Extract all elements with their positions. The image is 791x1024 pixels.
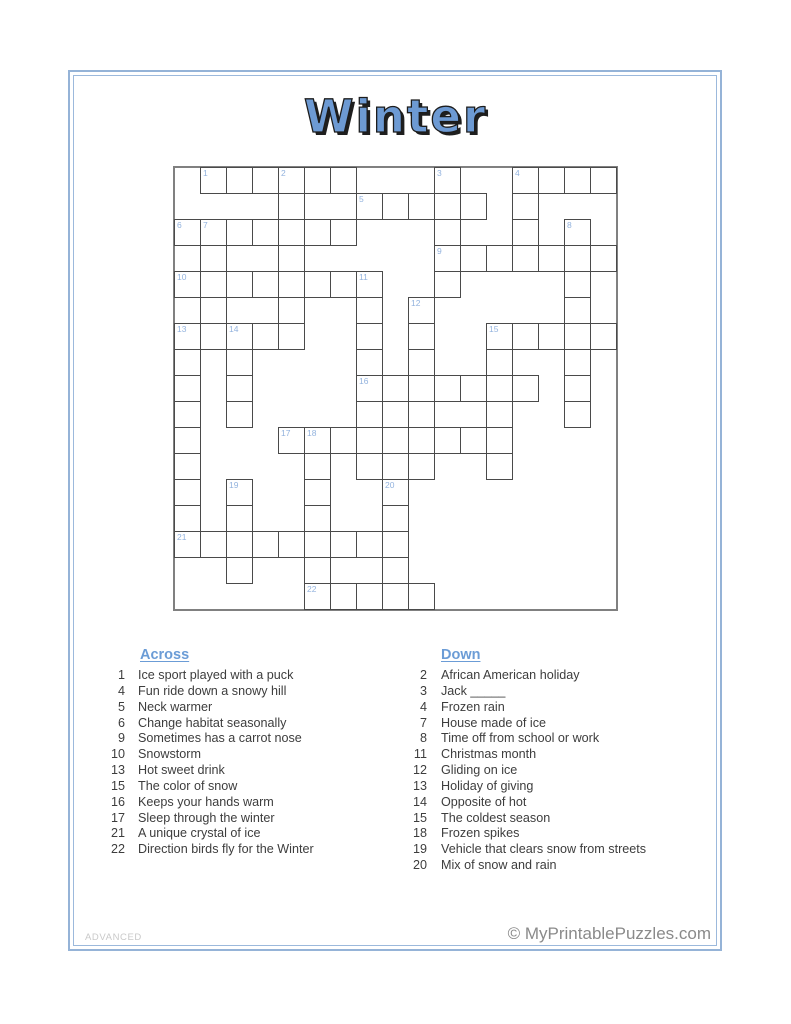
grid-cell[interactable]: [174, 453, 201, 480]
clue-row: [397, 731, 717, 747]
grid-cell[interactable]: [590, 167, 617, 194]
clue-number: 6: [117, 715, 125, 730]
grid-cell[interactable]: [564, 349, 591, 376]
clue-text: Time off from school or work: [441, 731, 600, 746]
cell-number: 3: [437, 168, 442, 178]
grid-cell[interactable]: [200, 271, 227, 298]
clue-text: A unique crystal of ice: [138, 826, 261, 841]
clue-number: 13: [412, 778, 427, 793]
grid-cell[interactable]: [174, 505, 201, 532]
grid-cell[interactable]: [590, 245, 617, 272]
grid-cell[interactable]: [512, 219, 539, 246]
grid-cell[interactable]: [330, 167, 357, 194]
clue-row: [397, 779, 717, 795]
grid-cell[interactable]: [564, 375, 591, 402]
cell-number: 6: [177, 220, 182, 230]
clue-number: 17: [110, 810, 125, 825]
grid-cell[interactable]: [356, 271, 383, 298]
clue-number: 15: [110, 778, 125, 793]
clue-text: Holiday of giving: [441, 778, 534, 793]
grid-cell[interactable]: [486, 453, 513, 480]
clue-text: Opposite of hot: [441, 794, 527, 809]
clue-row: [397, 668, 717, 684]
grid-cell[interactable]: [356, 375, 383, 402]
clue-row: [95, 668, 390, 684]
grid-cell[interactable]: [330, 427, 357, 454]
grid-cell[interactable]: [174, 479, 201, 506]
grid-cell[interactable]: [304, 505, 331, 532]
clue-text: Hot sweet drink: [138, 763, 225, 778]
grid-cell[interactable]: [564, 219, 591, 246]
clue-row: [397, 858, 717, 874]
cell-number: 13: [177, 324, 187, 334]
grid-cell[interactable]: [304, 453, 331, 480]
grid-cell[interactable]: [174, 349, 201, 376]
puzzle-title: Winter: [303, 90, 488, 143]
grid-cell[interactable]: [226, 323, 253, 350]
grid-cell[interactable]: [330, 219, 357, 246]
grid-cell[interactable]: [382, 583, 409, 610]
across-clue-list: [95, 668, 390, 858]
clue-number: 13: [110, 763, 125, 778]
clue-number: 18: [412, 826, 427, 841]
clue-row: [397, 747, 717, 763]
across-clues-section: [95, 647, 390, 858]
grid-cell[interactable]: [486, 375, 513, 402]
cell-number: 7: [203, 220, 208, 230]
grid-cell[interactable]: [174, 323, 201, 350]
clue-text: Christmas month: [441, 747, 537, 762]
grid-cell[interactable]: [226, 167, 253, 194]
clue-text: Jack _____: [441, 683, 506, 698]
grid-cell[interactable]: [200, 167, 227, 194]
grid-cell[interactable]: [304, 531, 331, 558]
clue-row: [397, 826, 717, 842]
grid-cell[interactable]: [434, 167, 461, 194]
grid-cell[interactable]: [304, 557, 331, 584]
clue-row: [95, 779, 390, 795]
grid-cell[interactable]: [434, 427, 461, 454]
clue-text: Vehicle that clears snow from streets: [441, 842, 647, 857]
grid-cell[interactable]: [356, 531, 383, 558]
clue-row: [95, 731, 390, 747]
grid-cell[interactable]: [460, 427, 487, 454]
grid-cell[interactable]: [486, 427, 513, 454]
grid-cell[interactable]: [330, 271, 357, 298]
grid-cell[interactable]: [356, 427, 383, 454]
grid-cell[interactable]: [564, 271, 591, 298]
clue-number: 2: [419, 668, 427, 682]
clue-number: 7: [419, 715, 427, 730]
grid-cell[interactable]: [278, 531, 305, 558]
clue-row: [397, 842, 717, 858]
grid-cell[interactable]: [382, 193, 409, 220]
grid-cell[interactable]: [226, 505, 253, 532]
down-header: Down: [441, 647, 481, 663]
grid-cell[interactable]: [382, 479, 409, 506]
grid-cell[interactable]: [356, 349, 383, 376]
clue-row: [95, 716, 390, 732]
grid-cell[interactable]: [174, 375, 201, 402]
down-clue-list: [397, 668, 717, 874]
grid-cell[interactable]: [278, 219, 305, 246]
grid-cell[interactable]: [174, 401, 201, 428]
clue-number: 4: [419, 699, 427, 714]
grid-cell[interactable]: [356, 583, 383, 610]
grid-cell[interactable]: [174, 219, 201, 246]
clue-number: 5: [117, 699, 125, 714]
grid-cell[interactable]: [434, 245, 461, 272]
clue-text: Neck warmer: [138, 699, 213, 714]
clue-row: [95, 795, 390, 811]
clue-row: [95, 763, 390, 779]
grid-cell[interactable]: [408, 323, 435, 350]
grid-cell[interactable]: [408, 401, 435, 428]
grid-cell[interactable]: [304, 167, 331, 194]
clue-number: 21: [110, 826, 125, 841]
cell-number: 22: [307, 584, 317, 594]
grid-cell[interactable]: [226, 219, 253, 246]
clue-number: 1: [117, 668, 125, 682]
clue-number: 19: [412, 842, 427, 857]
clue-row: [95, 684, 390, 700]
grid-cell[interactable]: [304, 427, 331, 454]
clue-row: [95, 811, 390, 827]
clue-text: House made of ice: [441, 715, 547, 730]
grid-cell[interactable]: [278, 323, 305, 350]
grid-cell[interactable]: [382, 375, 409, 402]
grid-cell[interactable]: [174, 531, 201, 558]
cell-number: 1: [203, 168, 208, 178]
clue-text: Direction birds fly for the Winter: [138, 842, 314, 857]
clue-text: The coldest season: [441, 810, 551, 825]
clue-text: Frozen spikes: [441, 826, 520, 841]
grid-cell[interactable]: [278, 297, 305, 324]
clue-number: 3: [419, 683, 427, 698]
clue-text: Sleep through the winter: [138, 810, 275, 825]
cell-number: 16: [359, 376, 369, 386]
clue-row: [95, 842, 390, 858]
clue-row: [397, 795, 717, 811]
clue-text: Change habitat seasonally: [138, 715, 287, 730]
clue-row: [397, 763, 717, 779]
clue-row: [397, 716, 717, 732]
grid-cell[interactable]: [252, 323, 279, 350]
grid-cell[interactable]: [408, 583, 435, 610]
cell-number: 21: [177, 532, 187, 542]
clue-number: 16: [110, 794, 125, 809]
grid-cell[interactable]: [408, 453, 435, 480]
grid-cell[interactable]: [434, 271, 461, 298]
cell-number: 11: [359, 272, 368, 282]
grid-cell[interactable]: [434, 375, 461, 402]
clue-row: [95, 700, 390, 716]
grid-cell[interactable]: [252, 219, 279, 246]
clue-text: Frozen rain: [441, 699, 505, 714]
clue-row: [397, 700, 717, 716]
clue-number: 11: [413, 747, 427, 762]
grid-cell[interactable]: [434, 193, 461, 220]
clue-row: [397, 811, 717, 827]
clue-number: 10: [110, 747, 125, 762]
clue-text: Gliding on ice: [441, 763, 518, 778]
grid-cell[interactable]: [356, 401, 383, 428]
clue-text: The color of snow: [138, 778, 238, 793]
grid-cell[interactable]: [304, 271, 331, 298]
grid-cell[interactable]: [226, 375, 253, 402]
grid-cell[interactable]: [226, 557, 253, 584]
grid-cell[interactable]: [278, 193, 305, 220]
cell-number: 15: [489, 324, 499, 334]
cell-number: 14: [229, 324, 239, 334]
grid-cell[interactable]: [408, 193, 435, 220]
grid-cell[interactable]: [200, 323, 227, 350]
grid-cell[interactable]: [564, 401, 591, 428]
grid-cell[interactable]: [382, 505, 409, 532]
grid-cell[interactable]: [486, 245, 513, 272]
grid-cell[interactable]: [278, 427, 305, 454]
clue-number: 22: [110, 842, 125, 857]
grid-cell[interactable]: [460, 245, 487, 272]
grid-cell[interactable]: [486, 349, 513, 376]
cell-number: 17: [281, 428, 291, 438]
clue-text: African American holiday: [441, 668, 580, 682]
grid-cell[interactable]: [356, 193, 383, 220]
grid-cell[interactable]: [304, 219, 331, 246]
across-header: Across: [140, 647, 190, 663]
grid-cell[interactable]: [538, 167, 565, 194]
grid-cell[interactable]: [538, 323, 565, 350]
grid-cell[interactable]: [408, 297, 435, 324]
grid-cell[interactable]: [564, 167, 591, 194]
grid-cell[interactable]: [486, 323, 513, 350]
clue-row: [95, 826, 390, 842]
copyright: © MyPrintablePuzzles.com: [507, 924, 711, 943]
cell-number: 20: [385, 480, 395, 490]
grid-cell[interactable]: [512, 167, 539, 194]
cell-number: 12: [411, 298, 421, 308]
grid-cell[interactable]: [200, 297, 227, 324]
grid-cell[interactable]: [252, 531, 279, 558]
grid-cell[interactable]: [356, 323, 383, 350]
grid-cell[interactable]: [226, 271, 253, 298]
difficulty-label: ADVANCED: [85, 932, 142, 943]
grid-cell[interactable]: [538, 245, 565, 272]
grid-cell[interactable]: [226, 349, 253, 376]
grid-cell[interactable]: [512, 245, 539, 272]
cell-number: 18: [307, 428, 317, 438]
clue-number: 8: [419, 731, 427, 746]
grid-cell[interactable]: [356, 453, 383, 480]
clue-text: Ice sport played with a puck: [138, 668, 294, 682]
grid-cell[interactable]: [330, 531, 357, 558]
grid-cell[interactable]: [564, 323, 591, 350]
grid-cell[interactable]: [382, 531, 409, 558]
cell-number: 10: [177, 272, 187, 282]
cell-number: 8: [567, 220, 572, 230]
clue-text: Snowstorm: [138, 747, 201, 762]
grid-cell[interactable]: [512, 375, 539, 402]
cell-number: 4: [515, 168, 520, 178]
grid-cell[interactable]: [460, 193, 487, 220]
clue-text: Keeps your hands warm: [138, 794, 274, 809]
clue-number: 14: [412, 794, 427, 809]
cell-number: 9: [437, 246, 442, 256]
grid-cell[interactable]: [408, 349, 435, 376]
grid-cell[interactable]: [304, 479, 331, 506]
grid-cell[interactable]: [278, 167, 305, 194]
grid-cell[interactable]: [512, 323, 539, 350]
clue-number: 15: [412, 810, 427, 825]
grid-cell[interactable]: [200, 219, 227, 246]
grid-cell[interactable]: [564, 297, 591, 324]
grid-cell[interactable]: [200, 245, 227, 272]
grid-cell[interactable]: [382, 427, 409, 454]
grid-cell[interactable]: [434, 219, 461, 246]
clue-text: Fun ride down a snowy hill: [138, 683, 287, 698]
grid-cell[interactable]: [486, 401, 513, 428]
clue-row: [95, 747, 390, 763]
grid-cell[interactable]: [252, 167, 279, 194]
grid-cell[interactable]: [408, 427, 435, 454]
grid-cell[interactable]: [408, 375, 435, 402]
clue-number: 9: [117, 731, 125, 746]
cell-number: 19: [229, 480, 239, 490]
grid-cell[interactable]: [512, 193, 539, 220]
grid-cell[interactable]: [460, 375, 487, 402]
cell-number: 5: [359, 194, 364, 204]
cell-number: 2: [281, 168, 286, 178]
grid-cell[interactable]: [174, 427, 201, 454]
clue-text: Mix of snow and rain: [441, 858, 557, 873]
grid-cell[interactable]: [200, 531, 227, 558]
grid-cell[interactable]: [330, 583, 357, 610]
clue-text: Sometimes has a carrot nose: [138, 731, 302, 746]
grid-cell[interactable]: [252, 271, 279, 298]
grid-cell[interactable]: [226, 401, 253, 428]
clue-number: 4: [117, 683, 125, 698]
grid-cell[interactable]: [278, 245, 305, 272]
grid-cell[interactable]: [174, 271, 201, 298]
grid-cell[interactable]: [382, 557, 409, 584]
grid-cell[interactable]: [304, 583, 331, 610]
crossword-grid: [173, 166, 618, 611]
clue-row: [397, 684, 717, 700]
grid-cell[interactable]: [226, 531, 253, 558]
grid-cell[interactable]: [226, 479, 253, 506]
grid-cell[interactable]: [590, 323, 617, 350]
clue-number: 12: [412, 763, 427, 778]
grid-cell[interactable]: [278, 271, 305, 298]
down-clues-section: [397, 647, 717, 874]
grid-cell[interactable]: [356, 297, 383, 324]
clue-number: 20: [412, 858, 427, 873]
grid-cell[interactable]: [564, 245, 591, 272]
